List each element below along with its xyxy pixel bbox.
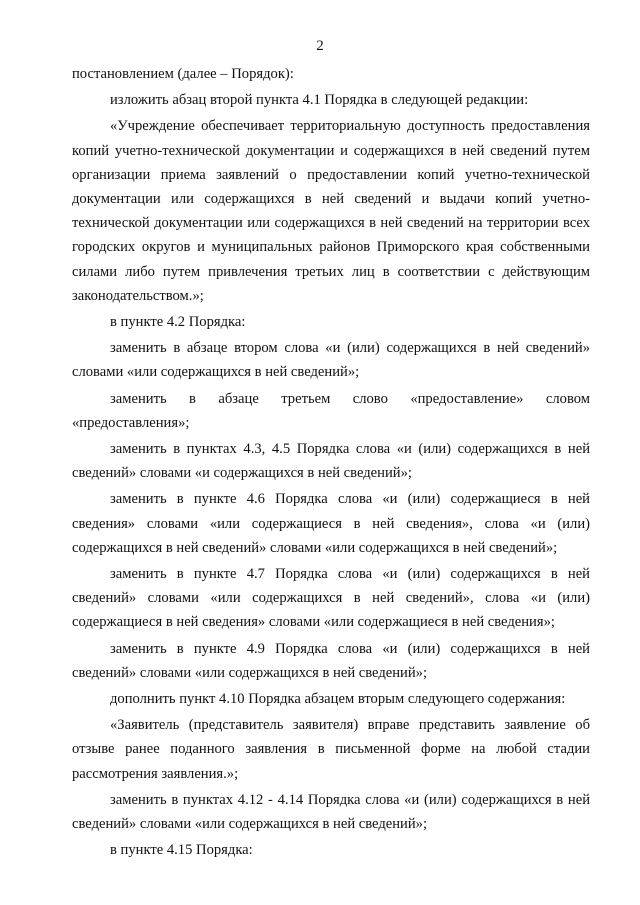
page-number: 2 [316, 38, 324, 54]
paragraph-quote-4-10: «Заявитель (представитель заявителя) вправе представить заявление об отзыве ранее поданного заявления в письменной форме на любой стадии рассмотрения заявления.»; [72, 717, 590, 782]
paragraph-point-4-15: в пункте 4.15 Порядка: [110, 842, 253, 859]
document-body [72, 62, 590, 863]
paragraph-4-2-second: заменить в абзаце втором слова «и (или) содержащихся в ней сведений» словами «или содержащихся в ней сведений»; [72, 340, 590, 381]
paragraph-intro: постановлением (далее – Порядок): [72, 66, 294, 82]
paragraph-point-4-2: в пункте 4.2 Порядка: [110, 314, 246, 331]
paragraph-4-10: дополнить пункт 4.10 Порядка абзацем вторым следующего содержания: [110, 691, 566, 708]
paragraph-4-12-4-14: заменить в пунктах 4.12 - 4.14 Порядка слова «и (или) содержащихся в ней сведений» словами «или содержащихся в ней сведений»; [72, 791, 590, 833]
paragraph-amend-4-1: изложить абзац второй пункта 4.1 Порядка в следующей редакции: [110, 92, 529, 109]
paragraph-4-7: заменить в пункте 4.7 Порядка слова «и (или) содержащихся в ней сведений» словами «или содержащихся в ней сведений», слова «и (или) содержащиеся в ней сведения» словами «или содержащиеся в ней сведения»; [72, 566, 590, 631]
paragraph-4-3-4-5: заменить в пунктах 4.3, 4.5 Порядка слова «и (или) содержащихся в ней сведений» словами «и содержащихся в ней сведений»; [72, 441, 590, 482]
paragraph-quote-4-1: «Учреждение обеспечивает территориальную доступность предоставления копий учетно-технической документации и содержащихся в ней сведений путем организации приема заявлений о предоставлении копий учетно-технической документации или содержащихся в ней сведений и выдачи копий учетно-технической документации или содержащихся в ней сведений на территории всех городских округов и муниципальных районов Приморского края собственными силами либо путем привлечения третьих лиц в соответствии с действующим законодательством.»; [72, 118, 590, 304]
paragraph-4-6: заменить в пункте 4.6 Порядка слова «и (или) содержащиеся в ней сведения» словами «или содержащиеся в ней сведения», слова «и (или) содержащихся в ней сведений» словами «или содержащихся в ней сведений»; [72, 491, 590, 556]
paragraph-4-2-third: заменить в абзаце третьем слово «предоставление» словом «предоставления»; [72, 390, 590, 431]
paragraph-4-9: заменить в пункте 4.9 Порядка слова «и (или) содержащихся в ней сведений» словами «или содержащихся в ней сведений»; [72, 640, 590, 681]
